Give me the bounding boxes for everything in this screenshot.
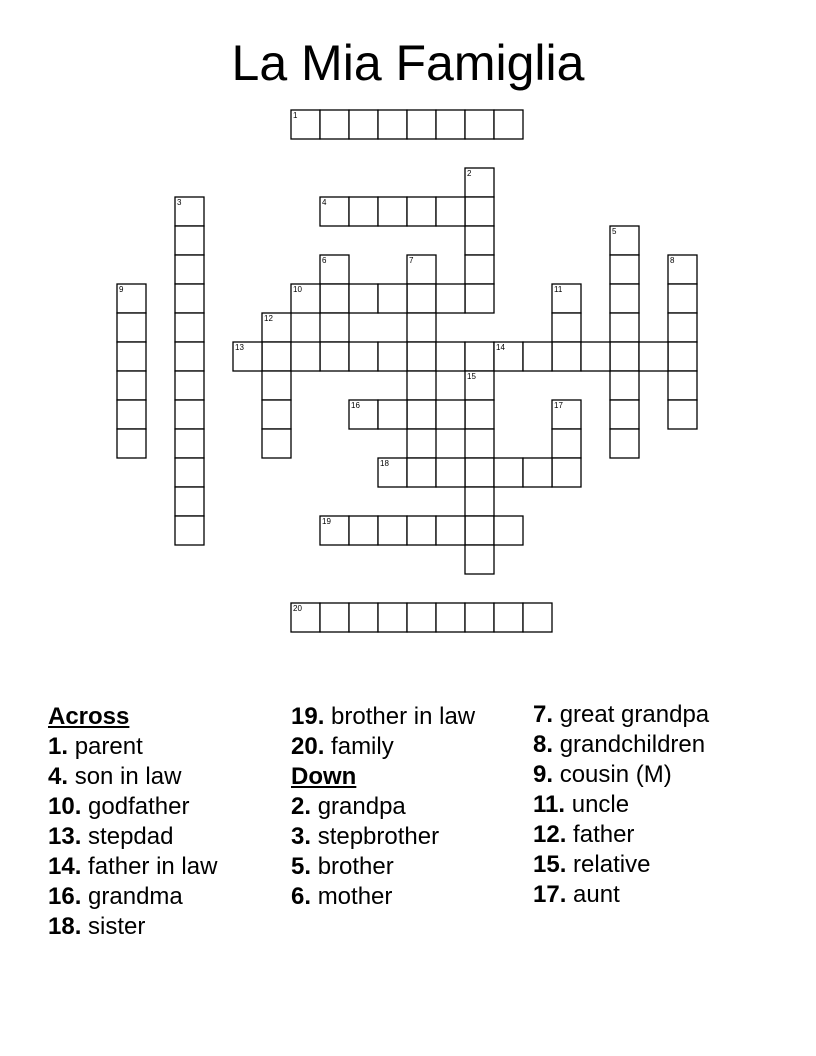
clues-column-3 [533, 702, 773, 912]
down-clue: 7. great grandpa [533, 701, 710, 728]
grid-cell[interactable] [349, 516, 378, 545]
grid-cell[interactable] [175, 342, 204, 371]
grid-cell[interactable] [436, 603, 465, 632]
across-heading: Across [48, 703, 130, 730]
grid-cell[interactable] [465, 400, 494, 429]
grid-cell[interactable] [494, 603, 523, 632]
grid-cell[interactable] [320, 342, 349, 371]
grid-cell[interactable] [436, 110, 465, 139]
grid-cell[interactable] [175, 458, 204, 487]
grid-cell[interactable] [320, 110, 349, 139]
down-clue: 8. grandchildren [533, 731, 706, 758]
grid-cell[interactable] [378, 197, 407, 226]
grid-cell[interactable] [378, 516, 407, 545]
grid-cell[interactable] [581, 342, 610, 371]
grid-cell[interactable] [465, 458, 494, 487]
grid-cell[interactable] [175, 255, 204, 284]
grid-cell[interactable] [349, 603, 378, 632]
grid-cell[interactable] [407, 371, 436, 400]
grid-cell[interactable] [639, 342, 668, 371]
grid-cell[interactable] [523, 458, 552, 487]
grid-cell[interactable] [349, 197, 378, 226]
grid-cell[interactable] [175, 400, 204, 429]
down-clue: 6. mother [291, 883, 393, 910]
grid-cell[interactable] [320, 313, 349, 342]
cell-number: 7 [409, 256, 414, 265]
down-heading: Down [291, 763, 357, 790]
grid-cell[interactable] [262, 429, 291, 458]
grid-cell[interactable] [378, 342, 407, 371]
grid-cell[interactable] [320, 284, 349, 313]
cell-number: 2 [467, 169, 472, 178]
across-clue: 16. grandma [48, 883, 183, 910]
grid-cell[interactable] [117, 400, 146, 429]
cell-number: 12 [264, 314, 273, 323]
grid-cell[interactable] [436, 342, 465, 371]
grid-cell[interactable] [610, 255, 639, 284]
grid-cell[interactable] [349, 284, 378, 313]
cell-number: 11 [554, 285, 563, 294]
grid-cell[interactable] [465, 545, 494, 574]
across-clue: 19. brother in law [291, 703, 476, 730]
grid-cell[interactable] [494, 516, 523, 545]
across-clue: 4. son in law [48, 763, 182, 790]
grid-cell[interactable] [378, 400, 407, 429]
grid-cell[interactable] [552, 342, 581, 371]
down-clue: 17. aunt [533, 881, 620, 908]
cell-number: 10 [293, 285, 302, 294]
grid-cell[interactable] [465, 110, 494, 139]
clues-column-1 [48, 702, 286, 942]
grid-cell[interactable] [291, 342, 320, 371]
grid-cell[interactable] [378, 603, 407, 632]
across-clue: 20. family [291, 733, 394, 760]
down-clue: 12. father [533, 821, 635, 848]
cell-number: 9 [119, 285, 124, 294]
grid-cell[interactable] [407, 284, 436, 313]
grid-cell[interactable] [436, 197, 465, 226]
cell-number: 19 [322, 517, 331, 526]
grid-cell[interactable] [465, 603, 494, 632]
grid-cell[interactable] [175, 371, 204, 400]
grid-cell[interactable] [407, 313, 436, 342]
cell-number: 5 [612, 227, 617, 236]
across-clue: 18. sister [48, 913, 146, 940]
cell-number: 3 [177, 198, 182, 207]
down-clue: 9. cousin (M) [533, 761, 672, 788]
grid-cell[interactable] [465, 284, 494, 313]
grid-cell[interactable] [262, 400, 291, 429]
grid-cell[interactable] [349, 342, 378, 371]
down-clue: 5. brother [291, 853, 394, 880]
grid-cell[interactable] [117, 371, 146, 400]
grid-cell[interactable] [465, 255, 494, 284]
grid-cell[interactable] [668, 371, 697, 400]
grid-cell[interactable] [610, 342, 639, 371]
grid-cell[interactable] [610, 400, 639, 429]
grid-cell[interactable] [465, 487, 494, 516]
grid-cell[interactable] [465, 226, 494, 255]
cell-number: 6 [322, 256, 327, 265]
grid-cell[interactable] [552, 458, 581, 487]
grid-cell[interactable] [407, 458, 436, 487]
grid-cell[interactable] [436, 516, 465, 545]
across-clue: 13. stepdad [48, 823, 174, 850]
grid-cell[interactable] [436, 400, 465, 429]
grid-cell[interactable] [523, 342, 552, 371]
grid-cell[interactable] [407, 429, 436, 458]
grid-cell[interactable] [407, 197, 436, 226]
grid-cell[interactable] [523, 603, 552, 632]
grid-cell[interactable] [610, 429, 639, 458]
grid-cell[interactable] [436, 284, 465, 313]
down-clue: 11. uncle [533, 791, 630, 818]
cell-number: 15 [467, 372, 476, 381]
down-clue: 15. relative [533, 851, 651, 878]
grid-cell[interactable] [668, 313, 697, 342]
grid-cell[interactable] [610, 313, 639, 342]
cell-number: 1 [293, 111, 298, 120]
grid-cell[interactable] [552, 429, 581, 458]
grid-cell[interactable] [407, 400, 436, 429]
grid-cell[interactable] [117, 313, 146, 342]
grid-cell[interactable] [668, 342, 697, 371]
grid-cell[interactable] [262, 342, 291, 371]
cell-number: 13 [235, 343, 244, 352]
grid-cell[interactable] [552, 313, 581, 342]
grid-cell[interactable] [610, 284, 639, 313]
grid-cell[interactable] [407, 603, 436, 632]
grid-cell[interactable] [117, 342, 146, 371]
grid-cell[interactable] [494, 458, 523, 487]
grid-cell[interactable] [378, 284, 407, 313]
grid-cell[interactable] [349, 110, 378, 139]
grid-cell[interactable] [494, 110, 523, 139]
grid-cell[interactable] [465, 342, 494, 371]
grid-cell[interactable] [668, 284, 697, 313]
cell-number: 14 [496, 343, 505, 352]
down-clue: 2. grandpa [291, 793, 406, 820]
across-clue: 1. parent [48, 733, 143, 760]
grid-cell[interactable] [610, 371, 639, 400]
cell-number: 4 [322, 198, 327, 207]
grid-cell[interactable] [262, 371, 291, 400]
down-clue: 3. stepbrother [291, 823, 440, 850]
grid-cell[interactable] [175, 226, 204, 255]
grid-cell[interactable] [436, 458, 465, 487]
cell-number: 20 [293, 604, 302, 613]
grid-cell[interactable] [175, 516, 204, 545]
across-clue: 14. father in law [48, 853, 218, 880]
grid-cell[interactable] [407, 342, 436, 371]
cell-number: 18 [380, 459, 389, 468]
cell-number: 16 [351, 401, 360, 410]
grid-cell[interactable] [465, 516, 494, 545]
grid-cell[interactable] [378, 110, 407, 139]
clues-column-2 [291, 702, 529, 912]
grid-cell[interactable] [407, 110, 436, 139]
grid-cell[interactable] [175, 313, 204, 342]
grid-cell[interactable] [407, 516, 436, 545]
across-clue: 10. godfather [48, 793, 190, 820]
cell-number: 8 [670, 256, 675, 265]
grid-cell[interactable] [175, 487, 204, 516]
grid-cell[interactable] [668, 400, 697, 429]
grid-cell[interactable] [175, 284, 204, 313]
grid-cell[interactable] [465, 429, 494, 458]
grid-cell[interactable] [320, 603, 349, 632]
grid-cell[interactable] [465, 197, 494, 226]
grid-cell[interactable] [175, 429, 204, 458]
puzzle-title: La Mia Famiglia [231, 35, 585, 91]
grid-cell[interactable] [117, 429, 146, 458]
cell-number: 17 [554, 401, 563, 410]
